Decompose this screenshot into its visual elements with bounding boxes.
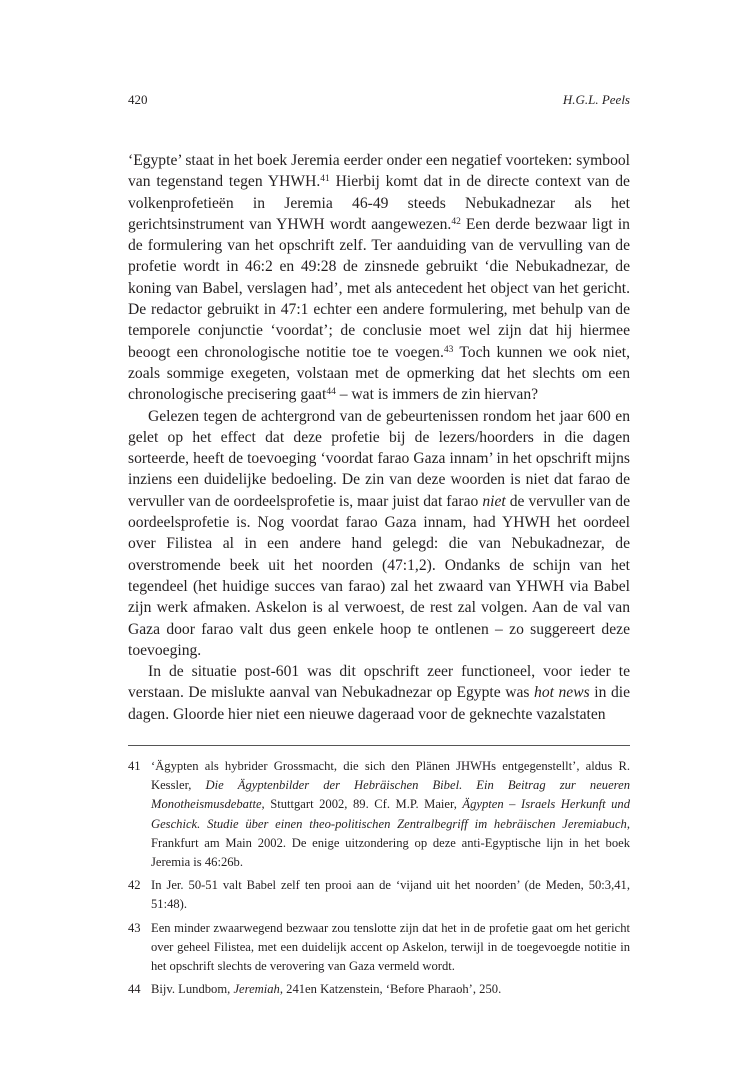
emphasis: hot news — [534, 684, 590, 702]
footnote-ref-43: 43 — [443, 344, 454, 355]
text-run: Toch kunnen we ook niet, zoals sommige exegeten, volstaan met de opmerking dat het slechts om een chronologische precisering gaat — [128, 343, 631, 404]
paragraph — [128, 150, 630, 406]
footnote-text — [151, 876, 630, 914]
footnote-text — [151, 919, 630, 977]
text-run: Een minder zwaarwegend bezwaar zou tenslotte zijn dat het in de profetie gaat om het gericht over geheel Filistea, met een duidelijk accent op Askelon, terwijl in de toegevoegde notitie in het opschrift slechts de verovering van Gaza vermeld wordt. — [151, 920, 630, 974]
text-run: , 241en Katzenstein, ‘Before Pharaoh’, 250. — [279, 982, 502, 997]
paragraph — [128, 661, 630, 725]
emphasis: niet — [482, 492, 506, 510]
text-run: – wat is immers de zin hiervan? — [335, 386, 539, 404]
footnote-42 — [128, 876, 630, 914]
text-run: ‘Egypte’ staat in het boek Jeremia eerder onder een negatief voorteken: symbool van tegenstand tegen YHWH. — [128, 152, 630, 191]
footnote-text — [151, 757, 630, 872]
page-number: 420 — [128, 92, 148, 107]
footnote-44 — [128, 980, 630, 999]
text-run: Bijv. Lundbom, — [151, 982, 234, 997]
text-run: in die dagen. Gloorde hier niet een nieuwe dageraad voor de geknechte vazalstaten — [128, 684, 630, 723]
text-run: In Jer. 50-51 valt Babel zelf ten prooi aan de ‘vijand uit het noorden’ (de Meden, 50:3,41, 51:48). — [151, 878, 630, 912]
footnote-41 — [128, 757, 630, 872]
running-header — [128, 92, 630, 108]
footnote-43 — [128, 919, 630, 977]
emphasis: Die Ägyptenbilder der Hebräischen Bibel. Ein Beitrag zur neueren Monotheismusdebatte, — [151, 778, 630, 812]
text-run: , Frankfurt am Main 2002. De enige uitzondering op deze anti-Egyptische lijn in het boek Jeremia is 46:26b. — [151, 816, 630, 870]
text-run: Stuttgart 2002, 89. Cf. M.P. Maier, — [264, 797, 463, 812]
text-run: de vervuller van de oordeelsprofetie is. Nog voordat farao Gaza innam, had YHWH het oordeel over Filistea al in een andere hand gelegd: die van Nebukadnezar, de overstromende beek uit het noorden (47:1,2). Ondanks de schijn van het tegendeel (het huidige succes van farao) zal het zwaard van YHWH via Babel zijn werk afmaken. Askelon is al verwoest, de rest zal volgen. Aan de val van Gaza door farao valt dus geen enkele hoop te ontlenen – zo suggereert deze toevoeging. — [128, 492, 630, 659]
footnote-ref-41: 41 — [320, 174, 330, 185]
text-run: Gelezen tegen de achtergrond van de gebeurtenissen rondom het jaar 600 en gelet op het effect dat deze profetie bij de lezers/hoorders in die dagen sorteerde, heeft de toevoeging ‘voordat farao Gaza innam’ in het opschrift mijns inziens een duidelijke bedoeling. De zin van deze woorden is niet dat farao de vervuller van de oordeelsprofetie is, maar juist dat farao — [128, 407, 630, 510]
text-run: Hierbij komt dat in de directe context van de volkenprofetieën in Jeremia 46-49 steeds Nebukadnezar als het gerichtsinstrument van YHWH wordt aangewezen. — [128, 173, 630, 233]
paragraph — [128, 406, 630, 662]
footnote-ref-44: 44 — [326, 387, 336, 398]
emphasis: Jeremiah — [233, 982, 280, 997]
footnote-ref-42: 42 — [451, 216, 461, 227]
text-run: In de situatie post-601 was dit opschrift zeer functioneel, voor ieder te verstaan. De mislukte aanval van Nebukadnezar op Egypte was — [128, 663, 630, 702]
text-run: ‘Ägypten als hybrider Grossmacht, die sich den Plänen JHWHs entgegenstellt’, aldus R. Kessler, — [151, 759, 630, 793]
footnotes — [128, 757, 630, 1003]
footnote-number: 44 — [128, 982, 141, 997]
footnote-divider — [128, 745, 630, 746]
footnote-number: 43 — [128, 920, 141, 935]
emphasis: Ägypten – Israels Herkunft und Geschick. Studie über einen theo-politischen Zentralbegriff im hebräischen Jeremiabuch — [151, 797, 630, 831]
footnote-text — [151, 980, 630, 999]
footnote-number: 41 — [128, 759, 141, 773]
text-run: Een derde bezwaar ligt in de formulering van het opschrift zelf. Ter aanduiding van de vervulling van de profetie wordt in 46:2 en 49:28 de zinsnede gebruikt ‘die Nebukadnezar, de koning van Babel, verslagen had’, met als antecedent het object van het gericht. De redactor gebruikt in 47:1 echter een andere formulering, met behulp van de temporele conjunctie ‘voordat’; de conclusie moet wel zijn dat hij hiermee beoogt een chronologische notitie toe te voegen. — [128, 215, 630, 361]
footnote-number: 42 — [128, 878, 141, 893]
running-header-author: H.G.L. Peels — [562, 92, 630, 107]
body-text — [128, 150, 630, 725]
